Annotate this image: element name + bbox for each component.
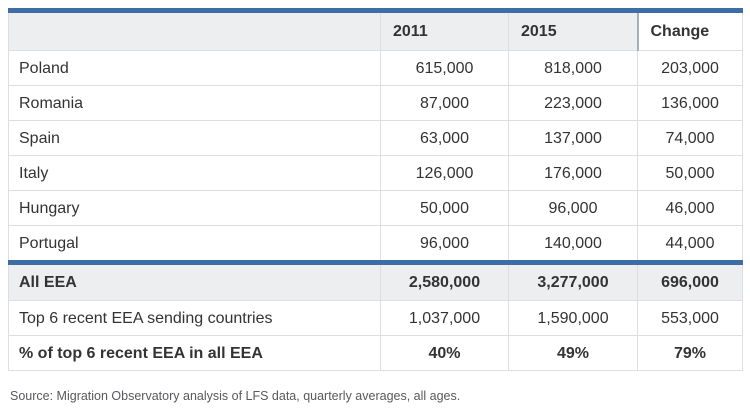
value-2015: 223,000	[509, 86, 638, 121]
table-header-row	[9, 11, 743, 51]
value-2011: 615,000	[381, 51, 509, 86]
value-2011: 1,037,000	[381, 301, 509, 336]
table-row-italy	[9, 156, 743, 191]
eea-migration-table	[8, 8, 743, 371]
value-change: 136,000	[638, 86, 743, 121]
value-2011: 40%	[381, 336, 509, 371]
value-2015: 3,277,000	[509, 263, 638, 301]
row-label: Top 6 recent EEA sending countries	[9, 301, 381, 336]
row-label: % of top 6 recent EEA in all EEA	[9, 336, 381, 371]
value-change: 203,000	[638, 51, 743, 86]
value-2011: 50,000	[381, 191, 509, 226]
value-2015: 137,000	[509, 121, 638, 156]
source-note: Source: Migration Observatory analysis of LFS data, quarterly averages, all ages.	[10, 389, 461, 403]
row-label: Romania	[9, 86, 381, 121]
value-2015: 49%	[509, 336, 638, 371]
row-label: Poland	[9, 51, 381, 86]
value-2011: 96,000	[381, 226, 509, 263]
row-label: Hungary	[9, 191, 381, 226]
value-change: 696,000	[638, 263, 743, 301]
header-change: Change	[638, 11, 743, 51]
header-2011: 2011	[381, 11, 509, 51]
row-label: Italy	[9, 156, 381, 191]
value-2015: 1,590,000	[509, 301, 638, 336]
header-2015: 2015	[509, 11, 638, 51]
value-2011: 63,000	[381, 121, 509, 156]
table-row-top6-percentage	[9, 336, 743, 371]
table-row-poland	[9, 51, 743, 86]
table-row-top6-countries	[9, 301, 743, 336]
row-label: Portugal	[9, 226, 381, 263]
table-row-spain	[9, 121, 743, 156]
table-row-all-eea	[9, 263, 743, 301]
value-change: 74,000	[638, 121, 743, 156]
value-2011: 87,000	[381, 86, 509, 121]
table-row-romania	[9, 86, 743, 121]
value-change: 50,000	[638, 156, 743, 191]
value-change: 44,000	[638, 226, 743, 263]
value-change: 46,000	[638, 191, 743, 226]
value-2011: 126,000	[381, 156, 509, 191]
row-label: Spain	[9, 121, 381, 156]
value-2015: 176,000	[509, 156, 638, 191]
value-2015: 96,000	[509, 191, 638, 226]
value-change: 79%	[638, 336, 743, 371]
value-change: 553,000	[638, 301, 743, 336]
header-blank-cell	[9, 11, 381, 51]
value-2015: 818,000	[509, 51, 638, 86]
table-row-portugal	[9, 226, 743, 263]
value-2015: 140,000	[509, 226, 638, 263]
value-2011: 2,580,000	[381, 263, 509, 301]
table-row-hungary	[9, 191, 743, 226]
row-label: All EEA	[9, 263, 381, 301]
